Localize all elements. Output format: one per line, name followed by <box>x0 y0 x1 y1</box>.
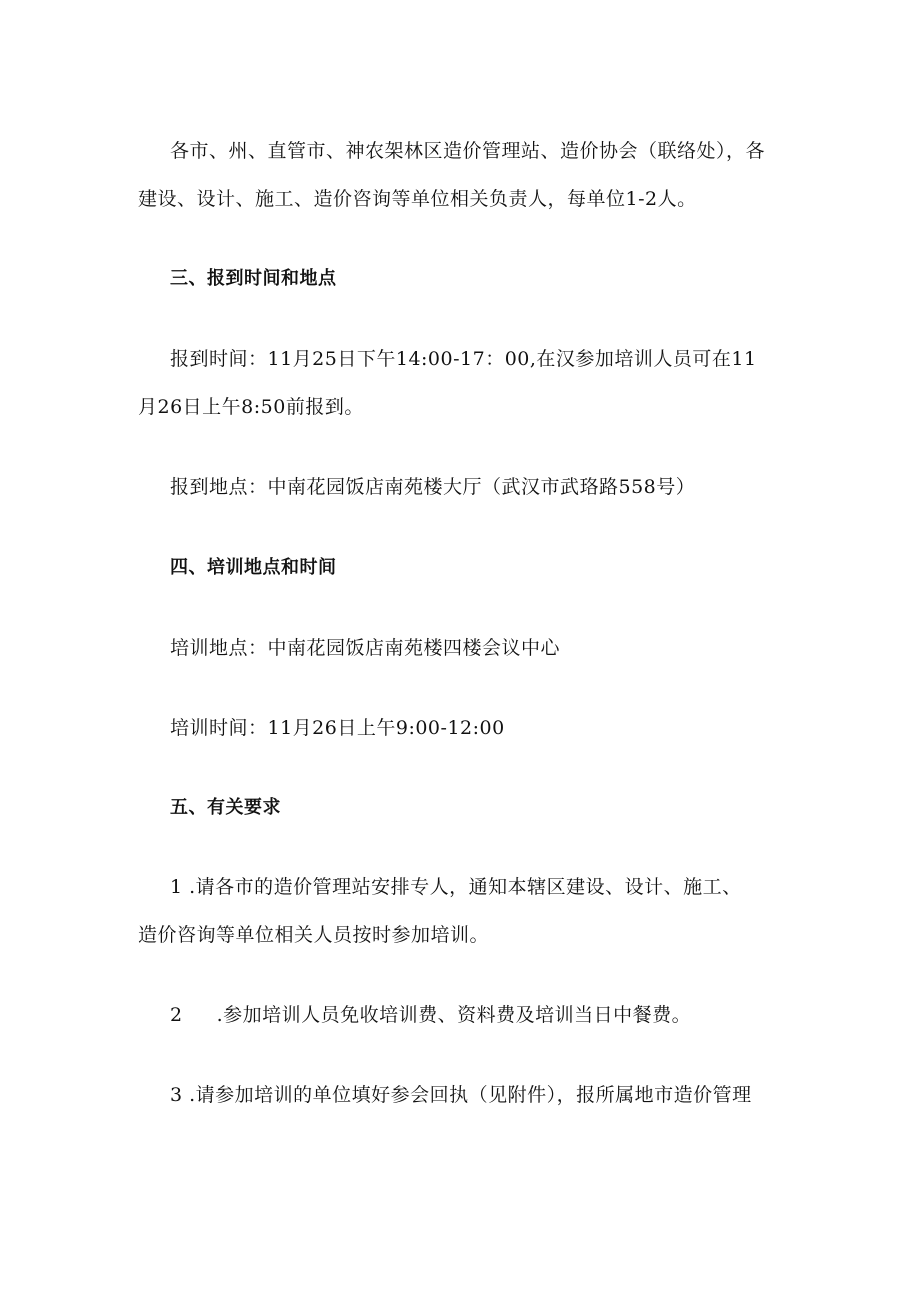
registration-place: 报到地点：中南花园饭店南苑楼大厅（武汉市武珞路558号） <box>170 476 696 498</box>
requirements-heading: 五、有关要求 <box>170 797 281 818</box>
requirement-item-1-line-2: 造价咨询等单位相关人员按时参加培训。 <box>138 924 490 946</box>
training-place: 培训地点：中南花园饭店南苑楼四楼会议中心 <box>170 637 561 659</box>
requirement-item-2 <box>170 1002 798 1028</box>
participants-line-1: 各市、州、直管市、神农架林区造价管理站、造价协会（联络处），各 <box>170 140 766 162</box>
training-heading: 四、培训地点和时间 <box>170 557 337 578</box>
registration-time-line-1: 报到时间：11月25日下午14:00-17：00,在汉参加培训人员可在11 <box>170 348 757 370</box>
requirement-item-3-line-1: 3 .请参加培训的单位填好参会回执（见附件），报所属地市造价管理 <box>170 1084 752 1106</box>
requirement-item-2-number: 2 <box>170 1004 183 1026</box>
registration-heading: 三、报到时间和地点 <box>170 268 337 289</box>
participants-line-2: 建设、设计、施工、造价咨询等单位相关负责人，每单位1-2人。 <box>138 188 697 210</box>
requirement-item-2-text: .参加培训人员免收培训费、资料费及培训当日中餐费。 <box>216 1004 692 1026</box>
registration-time-line-2: 月26日上午8:50前报到。 <box>138 396 364 418</box>
requirement-item-1-line-1: 1 .请各市的造价管理站安排专人，通知本辖区建设、设计、施工、 <box>170 876 742 898</box>
training-time: 培训时间：11月26日上午9:00-12:00 <box>170 717 505 739</box>
